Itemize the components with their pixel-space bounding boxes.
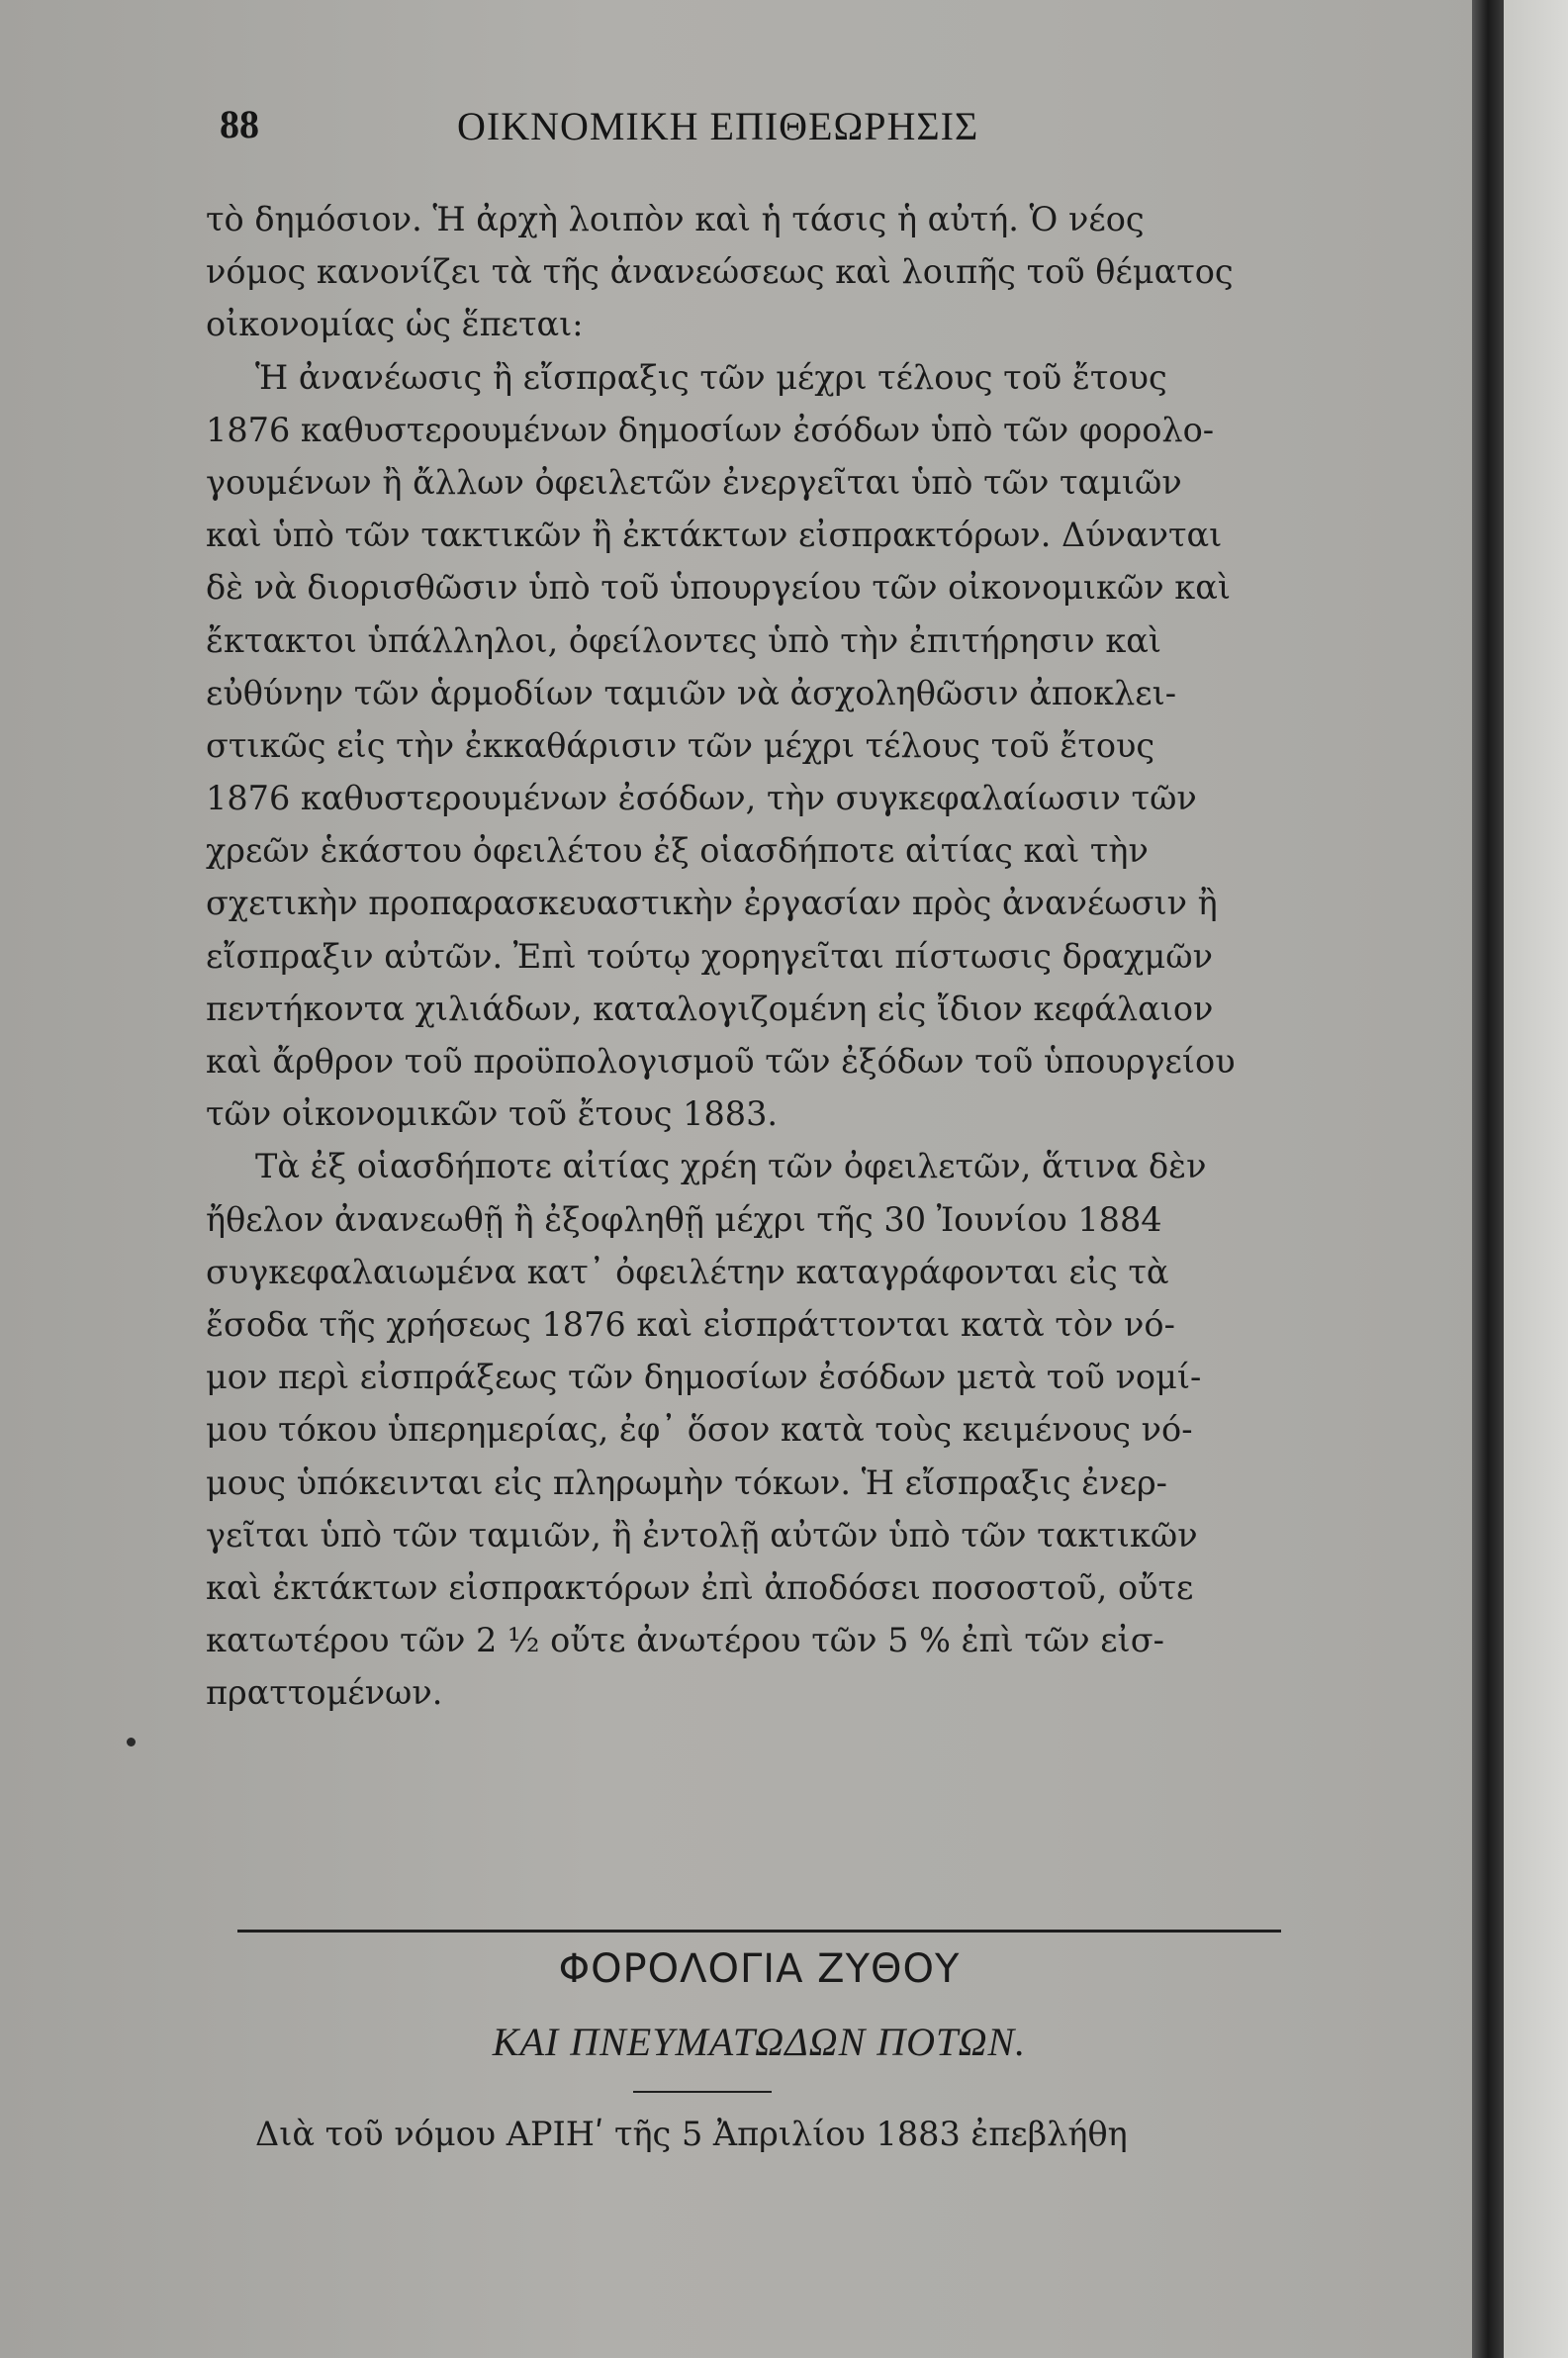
text-line: γεῖται ὑπὸ τῶν ταμιῶν, ἢ ἐντολῇ αὐτῶν ὑπὸ τῶν τακτικῶν — [206, 1515, 1198, 1555]
section-subtitle: ΚΑΙ ΠΝΕΥΜΑΤΩΔΩΝ ΠΟΤΩΝ. — [492, 2020, 1027, 2064]
text-line: καὶ ἐκτάκτων εἰσπρακτόρων ἐπὶ ἀποδόσει ποσοστοῦ, οὔτε — [206, 1567, 1194, 1607]
text-line: καὶ ἄρθρον τοῦ προϋπολογισμοῦ τῶν ἐξόδων τοῦ ὑπουργείου — [206, 1042, 1236, 1081]
text-line: 1876 καθυστερουμένων ἐσόδων, τὴν συγκεφαλαίωσιν τῶν — [206, 779, 1197, 818]
page-number: 88 — [220, 102, 259, 146]
short-divider — [633, 2091, 772, 2093]
text-line: μον περὶ εἰσπράξεως τῶν δημοσίων ἐσόδων μετὰ τοῦ νομί- — [206, 1358, 1202, 1397]
running-title: ΟΙΚΝΟΜΙΚΗ ΕΠΙΘΕΩΡΗΣΙΣ — [457, 104, 979, 148]
text-line: Τὰ ἐξ οἱασδήποτε αἰτίας χρέη τῶν ὀφειλετῶν, ἅτινα δὲν — [255, 1147, 1207, 1186]
text-line: συγκεφαλαιωμένα κατ᾽ ὀφειλέτην καταγράφονται εἰς τὰ — [206, 1252, 1169, 1291]
book-spine — [1472, 0, 1504, 2358]
text-line: δὲ νὰ διορισθῶσιν ὑπὸ τοῦ ὑπουργείου τῶν οἰκονομικῶν καὶ — [206, 568, 1231, 608]
text-line: ἤθελον ἀνανεωθῇ ἢ ἐξοφληθῇ μέχρι τῆς 30 Ἰουνίου 1884 — [206, 1199, 1162, 1239]
text-line: γουμένων ἢ ἄλλων ὀφειλετῶν ἐνεργεῖται ὑπὸ τῶν ταμιῶν — [206, 462, 1182, 502]
text-line: 1876 καθυστερουμένων δημοσίων ἐσόδων ὑπὸ τῶν φορολο- — [206, 410, 1215, 449]
text-line: εἴσπραξιν αὐτῶν. Ἐπὶ τούτῳ χορηγεῖται πίστωσις δραχμῶν — [206, 936, 1213, 976]
text-line: εὐθύνην τῶν ἁρμοδίων ταμιῶν νὰ ἀσχοληθῶσιν ἀποκλει- — [206, 673, 1177, 712]
text-line: στικῶς εἰς τὴν ἐκκαθάρισιν τῶν μέχρι τέλους τοῦ ἔτους — [206, 725, 1155, 765]
section-divider — [237, 1930, 1281, 1933]
text-line: νόμος κανονίζει τὰ τῆς ἀνανεώσεως καὶ λοιπῆς τοῦ θέματος — [206, 252, 1234, 292]
margin-mark — [127, 1738, 136, 1746]
text-line: Ἡ ἀνανέωσις ἢ εἴσπραξις τῶν μέχρι τέλους τοῦ ἔτους — [255, 357, 1167, 397]
page-edge — [1504, 0, 1568, 2358]
text-line: οἰκονομίας ὡς ἕπεται: — [206, 305, 584, 344]
text-line: τὸ δημόσιον. Ἡ ἀρχὴ λοιπὸν καὶ ἡ τάσις ἡ αὐτή. Ὁ νέος — [206, 200, 1145, 238]
text-line: χρεῶν ἑκάστου ὀφειλέτου ἐξ οἱασδήποτε αἰτίας καὶ τὴν — [206, 831, 1149, 871]
text-line: ἔκτακτοι ὑπάλληλοι, ὀφείλοντες ὑπὸ τὴν ἐπιτήρησιν καὶ — [206, 620, 1162, 660]
section-title: ΦΟΡΟΛΟΓΙΑ ΖΥΘΟΥ — [558, 1946, 961, 1992]
text-line: πεντήκοντα χιλιάδων, καταλογιζομένη εἰς ἴδιον κεφάλαιον — [206, 989, 1214, 1028]
section-first-line: Διὰ τοῦ νόμου ΑΡΙΗʹ τῆς 5 Ἀπριλίου 1883 ἐπεβλήθη — [255, 2115, 1128, 2153]
body-text — [206, 193, 1324, 1719]
text-line: μους ὑπόκεινται εἰς πληρωμὴν τόκων. Ἡ εἴσπραξις ἐνερ- — [206, 1462, 1167, 1502]
text-line: πραττομένων. — [206, 1673, 443, 1713]
text-line: κατωτέρου τῶν 2 ½ οὔτε ἀνωτέρου τῶν 5 % ἐπὶ τῶν εἰσ- — [206, 1621, 1164, 1660]
text-line: ἔσοδα τῆς χρήσεως 1876 καὶ εἰσπράττονται κατὰ τὸν νό- — [206, 1304, 1175, 1344]
text-line: μου τόκου ὑπερημερίας, ἐφ᾽ ὅσον κατὰ τοὺς κειμένους νό- — [206, 1410, 1193, 1450]
text-line: τῶν οἰκονομικῶν τοῦ ἔτους 1883. — [206, 1094, 779, 1134]
page-header — [220, 101, 1308, 160]
text-line: σχετικὴν προπαρασκευαστικὴν ἐργασίαν πρὸς ἀνανέωσιν ἢ — [206, 884, 1218, 923]
text-line: καὶ ὑπὸ τῶν τακτικῶν ἢ ἐκτάκτων εἰσπρακτόρων. Δύνανται — [206, 516, 1223, 555]
